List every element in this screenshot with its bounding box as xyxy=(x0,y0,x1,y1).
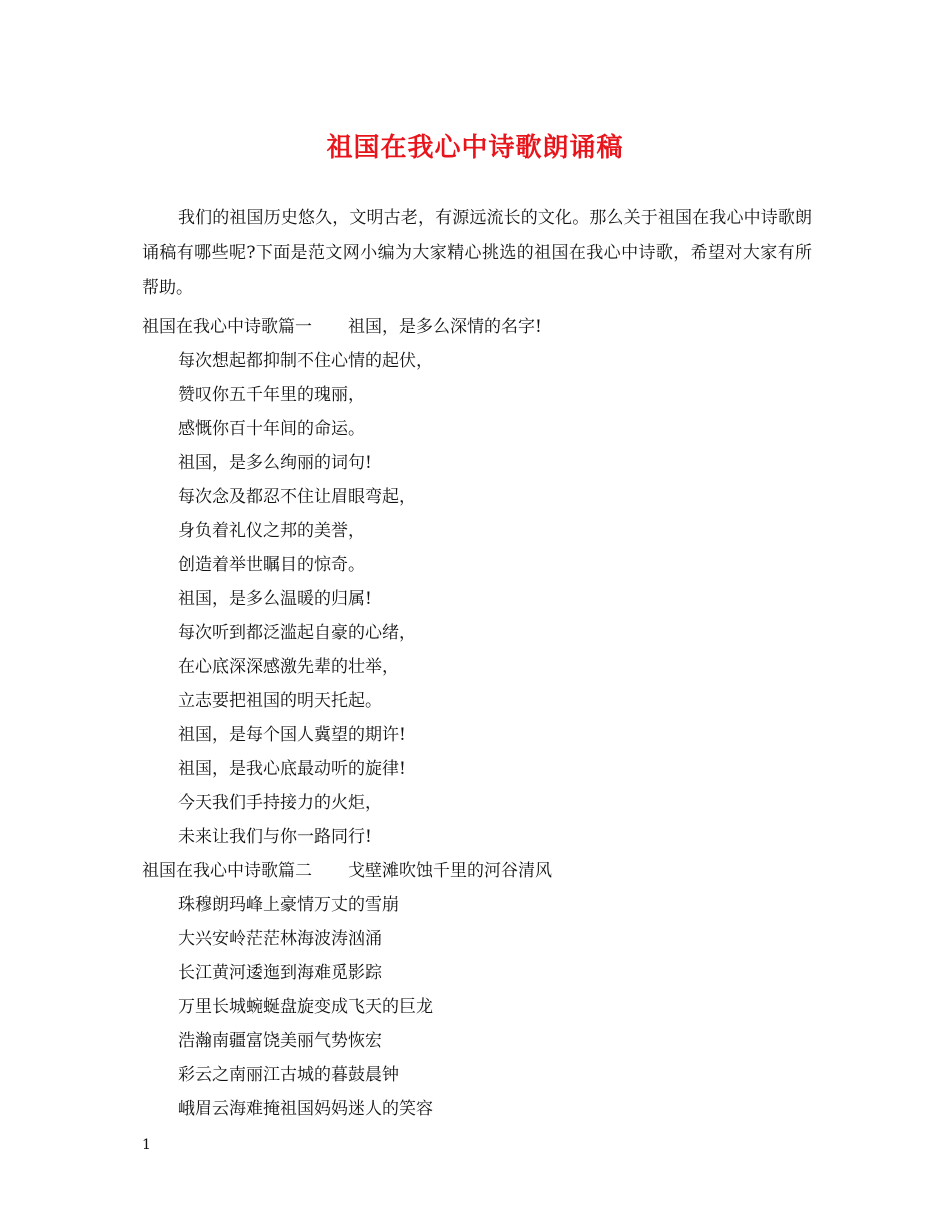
poem-line: 长江黄河逶迤到海难觅影踪 xyxy=(178,963,382,983)
section-2-first-line: 戈壁滩吹蚀千里的河谷清风 xyxy=(348,861,552,881)
poem-line: 祖国，是我心底最动听的旋律! xyxy=(178,759,406,779)
page-number: 1 xyxy=(142,1137,151,1153)
section-1-first-line: 祖国，是多么深情的名字! xyxy=(348,317,542,337)
document-title: 祖国在我心中诗歌朗诵稿 xyxy=(326,133,624,163)
poem-line: 今天我们手持接力的火炬， xyxy=(178,793,382,813)
poem-line: 祖国，是多么温暖的归属! xyxy=(178,589,372,609)
section-2-title: 祖国在我心中诗歌篇二 xyxy=(142,861,312,881)
poem-line: 立志要把祖国的明天托起。 xyxy=(178,691,382,711)
poem-line: 在心底深深感激先辈的壮举， xyxy=(178,657,399,677)
poem-line: 祖国，是多么绚丽的词句! xyxy=(178,453,372,473)
poem-line: 珠穆朗玛峰上豪情万丈的雪崩 xyxy=(178,895,399,915)
poem-line: 彩云之南丽江古城的暮鼓晨钟 xyxy=(178,1065,399,1085)
poem-line: 每次念及都忍不住让眉眼弯起， xyxy=(178,487,416,507)
poem-line: 大兴安岭茫茫林海波涛汹涌 xyxy=(178,929,382,949)
poem-line: 创造着举世瞩目的惊奇。 xyxy=(178,555,365,575)
intro-paragraph: 我们的祖国历史悠久，文明古老，有源远流长的文化。那么关于祖国在我心中诗歌朗诵稿有哪些呢?下面是范文网小编为大家精心挑选的祖国在我心中诗歌，希望对大家有所帮助。 xyxy=(142,208,812,298)
poem-line: 浩瀚南疆富饶美丽气势恢宏 xyxy=(178,1031,382,1051)
poem-line: 每次听到都泛滥起自豪的心绪， xyxy=(178,623,416,643)
poem-line: 峨眉云海难掩祖国妈妈迷人的笑容 xyxy=(178,1099,433,1119)
section-heading-2 xyxy=(142,854,822,888)
poem-line: 祖国，是每个国人冀望的期许! xyxy=(178,725,406,745)
poem-line: 赞叹你五千年里的瑰丽， xyxy=(178,385,365,405)
section-1-title: 祖国在我心中诗歌篇一 xyxy=(142,317,312,337)
poem-line: 万里长城蜿蜒盘旋变成飞天的巨龙 xyxy=(178,997,433,1017)
poem-line: 感慨你百十年间的命运。 xyxy=(178,419,365,439)
poem-line: 身负着礼仪之邦的美誉， xyxy=(178,521,365,541)
poem-body xyxy=(142,310,822,1126)
poem-line: 未来让我们与你一路同行! xyxy=(178,827,372,847)
poem-line: 每次想起都抑制不住心情的起伏， xyxy=(178,351,433,371)
section-heading-1 xyxy=(142,310,822,344)
